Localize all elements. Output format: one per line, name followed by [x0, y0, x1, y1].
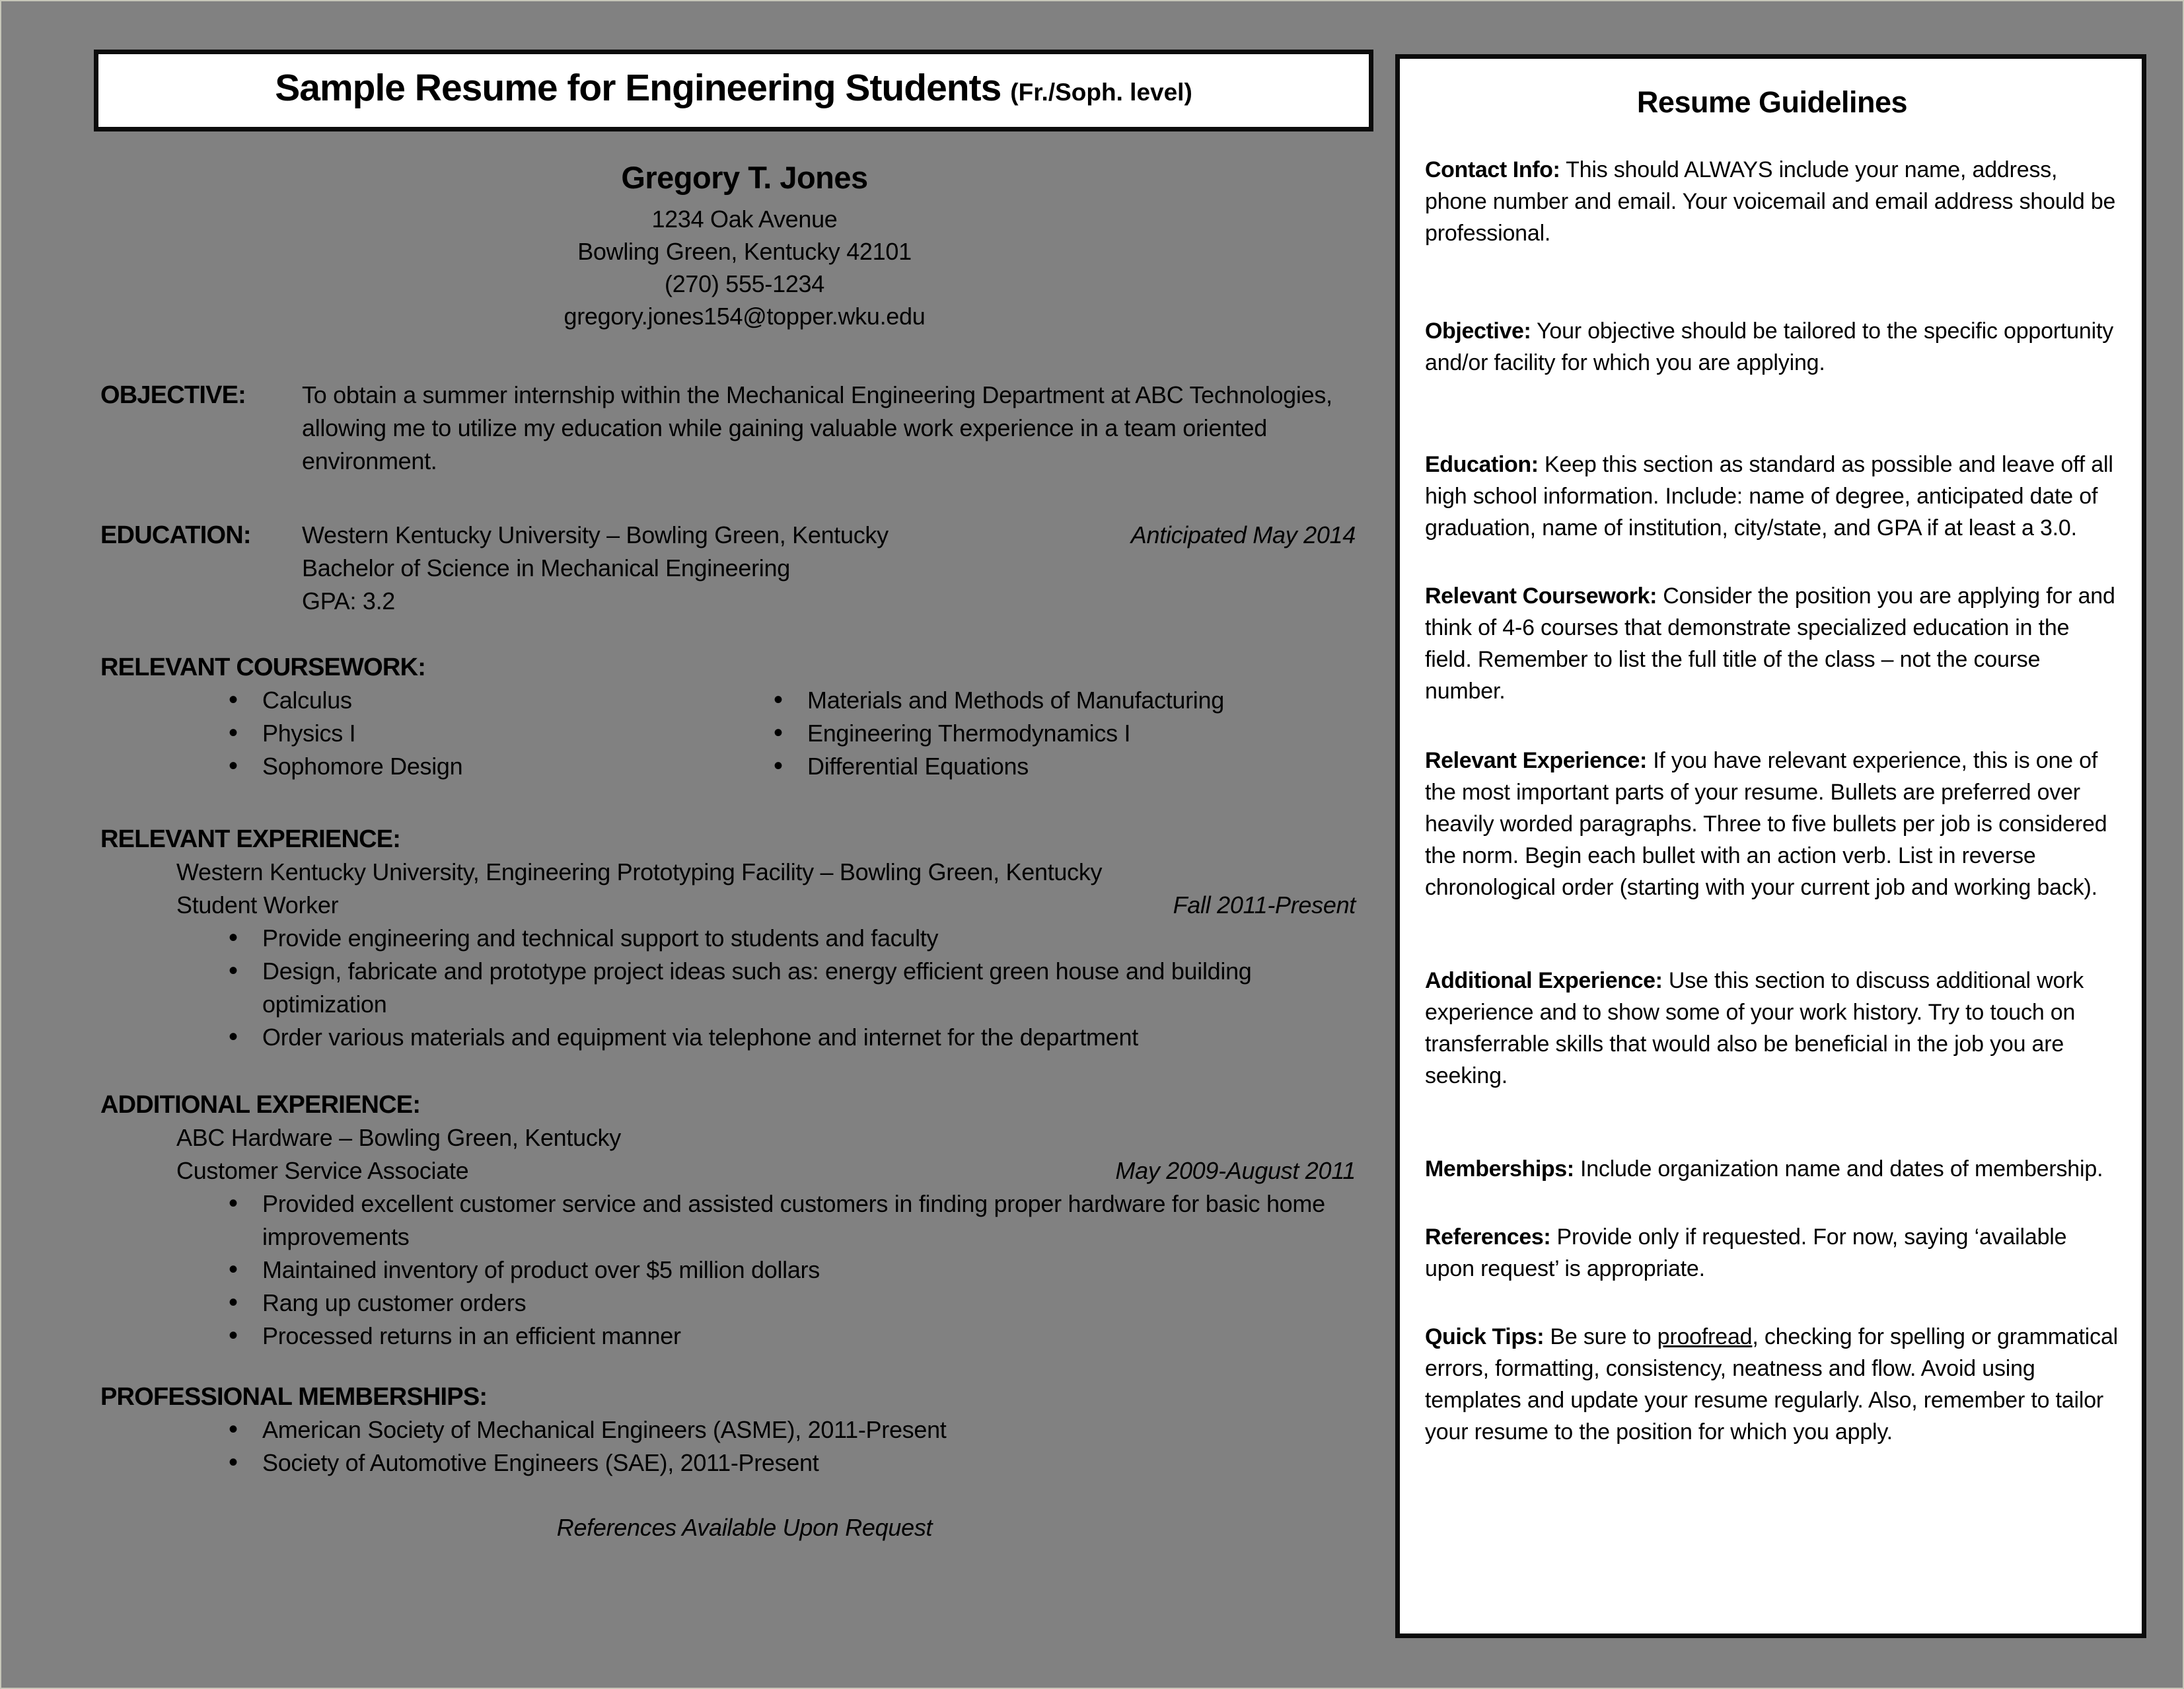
experience-bullet: • Maintained inventory of product over $5 million dollars — [219, 1254, 1369, 1287]
references-line: References Available Upon Request — [556, 1514, 933, 1541]
guidelines-title: Resume Guidelines — [1636, 85, 1908, 119]
experience-bullet: • Order various materials and equipment via telephone and internet for the department — [219, 1021, 1369, 1054]
guideline-label: References: — [1425, 1224, 1551, 1250]
title-box — [94, 50, 1373, 131]
resume-document — [100, 150, 1389, 1544]
guideline-label: Relevant Coursework: — [1425, 583, 1657, 609]
additional-experience-role: Customer Service Associate — [176, 1157, 469, 1184]
guideline-text: Include organization name and dates of membership. — [1580, 1156, 2103, 1182]
guideline-text-pre: Be sure to — [1550, 1324, 1657, 1349]
coursework-item: • Sophomore Design — [219, 750, 741, 783]
experience-bullet: • Design, fabricate and prototype project ideas such as: energy efficient green house and building optimization — [219, 955, 1369, 1021]
education-body — [302, 519, 1356, 618]
guideline-text: Your objective should be tailored to the specific opportunity and/or facility for which you are applying. — [1425, 319, 2114, 375]
coursework-item: • Materials and Methods of Manufacturing — [764, 684, 1224, 717]
additional-experience-section — [100, 1088, 1389, 1353]
guideline-text: This should ALWAYS include your name, address, phone number and email. Your voicemail and email address should be professional. — [1425, 157, 2116, 246]
additional-experience-role-row — [176, 1154, 1356, 1187]
objective-text: To obtain a summer internship within the Mechanical Engineering Department at ABC Technologies, allowing me to utilize my education while gaining valuable work experience in a team oriented environment. — [302, 381, 1332, 474]
guideline-text-post: , checking for spelling or grammatical errors, formatting, consistency, neatness and flow. Avoid using templates and update your resume regularly. Also, remember to tailor your resume to the position for which you apply. — [1425, 1324, 2119, 1445]
relevant-experience-label: RELEVANT EXPERIENCE: — [100, 825, 401, 853]
experience-bullet: • Provide engineering and technical support to students and faculty — [219, 922, 1369, 955]
coursework-list-left — [219, 684, 741, 783]
guideline-label: Objective: — [1425, 319, 1531, 344]
relevant-experience-date: Fall 2011-Present — [1173, 891, 1356, 919]
guideline-label: Contact Info: — [1425, 157, 1560, 182]
membership-bullet: • Society of Automotive Engineers (SAE), 2011-Present — [219, 1446, 1369, 1480]
guideline-text: Keep this section as standard as possible and leave off all high school information. Include: name of degree, anticipated date of graduation, name of institution, city/state, and GPA if at least a 3.0. — [1425, 452, 2113, 541]
memberships-label: PROFESSIONAL MEMBERSHIPS: — [100, 1383, 488, 1411]
coursework-item: • Physics I — [219, 717, 741, 750]
additional-experience-label: ADDITIONAL EXPERIENCE: — [100, 1091, 421, 1119]
guideline-label: Relevant Experience: — [1425, 748, 1647, 773]
contact-phone: (270) 555-1234 — [665, 270, 824, 297]
objective-section — [100, 379, 1389, 478]
guideline-relevant-experience — [1425, 745, 2119, 903]
coursework-item: • Engineering Thermodynamics I — [764, 717, 1224, 750]
coursework-label: RELEVANT COURSEWORK: — [100, 654, 426, 681]
experience-bullet: • Provided excellent customer service and assisted customers in finding proper hardware for basic home improvements — [219, 1187, 1369, 1254]
guideline-label: Memberships: — [1425, 1156, 1574, 1182]
experience-bullet: • Rang up customer orders — [219, 1287, 1369, 1320]
guideline-quick-tips — [1425, 1321, 2119, 1448]
guideline-contact-info — [1425, 154, 2119, 249]
coursework-item: • Calculus — [219, 684, 741, 717]
contact-address-line2: Bowling Green, Kentucky 42101 — [577, 238, 912, 265]
memberships-bullets — [219, 1413, 1369, 1480]
guideline-text: Use this section to discuss additional work experience and to show some of your work history. Try to touch on transferrable skills that would also be beneficial in the job you are seeking. — [1425, 968, 2084, 1088]
guideline-additional-experience — [1425, 965, 2119, 1092]
guidelines-panel — [1395, 54, 2146, 1638]
contact-email: gregory.jones154@topper.wku.edu — [564, 303, 926, 330]
guideline-text-underlined: proofread — [1657, 1324, 1753, 1349]
guideline-text: Consider the position you are applying for and think of 4-6 courses that demonstrate specialized education in the field. Remember to list the full title of the class – not the course number. — [1425, 583, 2115, 704]
relevant-experience-bullets — [219, 922, 1369, 1054]
additional-experience-date: May 2009-August 2011 — [1115, 1157, 1356, 1184]
guideline-education — [1425, 449, 2119, 544]
education-date: Anticipated May 2014 — [1130, 521, 1356, 548]
membership-bullet: • American Society of Mechanical Engineers (ASME), 2011-Present — [219, 1413, 1369, 1446]
education-degree: Bachelor of Science in Mechanical Engineering — [302, 554, 790, 582]
education-school-row — [302, 519, 1356, 552]
guideline-label: Quick Tips: — [1425, 1324, 1545, 1349]
guideline-references — [1425, 1221, 2119, 1285]
experience-bullet: • Processed returns in an efficient manner — [219, 1320, 1369, 1353]
guideline-text: If you have relevant experience, this is one of the most important parts of your resume. Bullets are preferred over heavily worded paragraphs. Three to five bullets per job is considered the norm. Begin each bullet with an action verb. List in reverse chronological order (starting with your current job and working back). — [1425, 748, 2107, 900]
guideline-relevant-coursework — [1425, 580, 2119, 707]
additional-experience-organization: ABC Hardware – Bowling Green, Kentucky — [176, 1124, 621, 1151]
title-level-tag: (Fr./Soph. level) — [1010, 79, 1192, 106]
coursework-columns — [100, 684, 1389, 783]
guideline-memberships — [1425, 1153, 2119, 1185]
guideline-label: Education: — [1425, 452, 1539, 477]
education-school: Western Kentucky University – Bowling Green, Kentucky — [302, 521, 889, 548]
memberships-section — [100, 1380, 1389, 1480]
education-label: EDUCATION: — [100, 521, 251, 549]
relevant-experience-section — [100, 823, 1389, 1054]
coursework-list-right — [764, 684, 1224, 783]
contact-name: Gregory T. Jones — [621, 160, 868, 195]
additional-experience-bullets — [219, 1187, 1369, 1353]
guideline-objective — [1425, 315, 2119, 379]
contact-address-line1: 1234 Oak Avenue — [651, 206, 838, 233]
guideline-label: Additional Experience: — [1425, 968, 1663, 993]
education-gpa: GPA: 3.2 — [302, 587, 396, 615]
coursework-item: • Differential Equations — [764, 750, 1224, 783]
coursework-section — [100, 651, 1389, 783]
relevant-experience-organization: Western Kentucky University, Engineering Prototyping Facility – Bowling Green, Kentucky — [176, 858, 1103, 885]
contact-block — [100, 158, 1389, 332]
education-section — [100, 519, 1389, 618]
relevant-experience-role-row — [176, 889, 1356, 922]
objective-label: OBJECTIVE: — [100, 381, 246, 409]
guideline-text: Provide only if requested. For now, saying ‘available upon request’ is appropriate. — [1425, 1224, 2067, 1281]
relevant-experience-role: Student Worker — [176, 891, 339, 919]
page-title: Sample Resume for Engineering Students — [275, 67, 1001, 109]
